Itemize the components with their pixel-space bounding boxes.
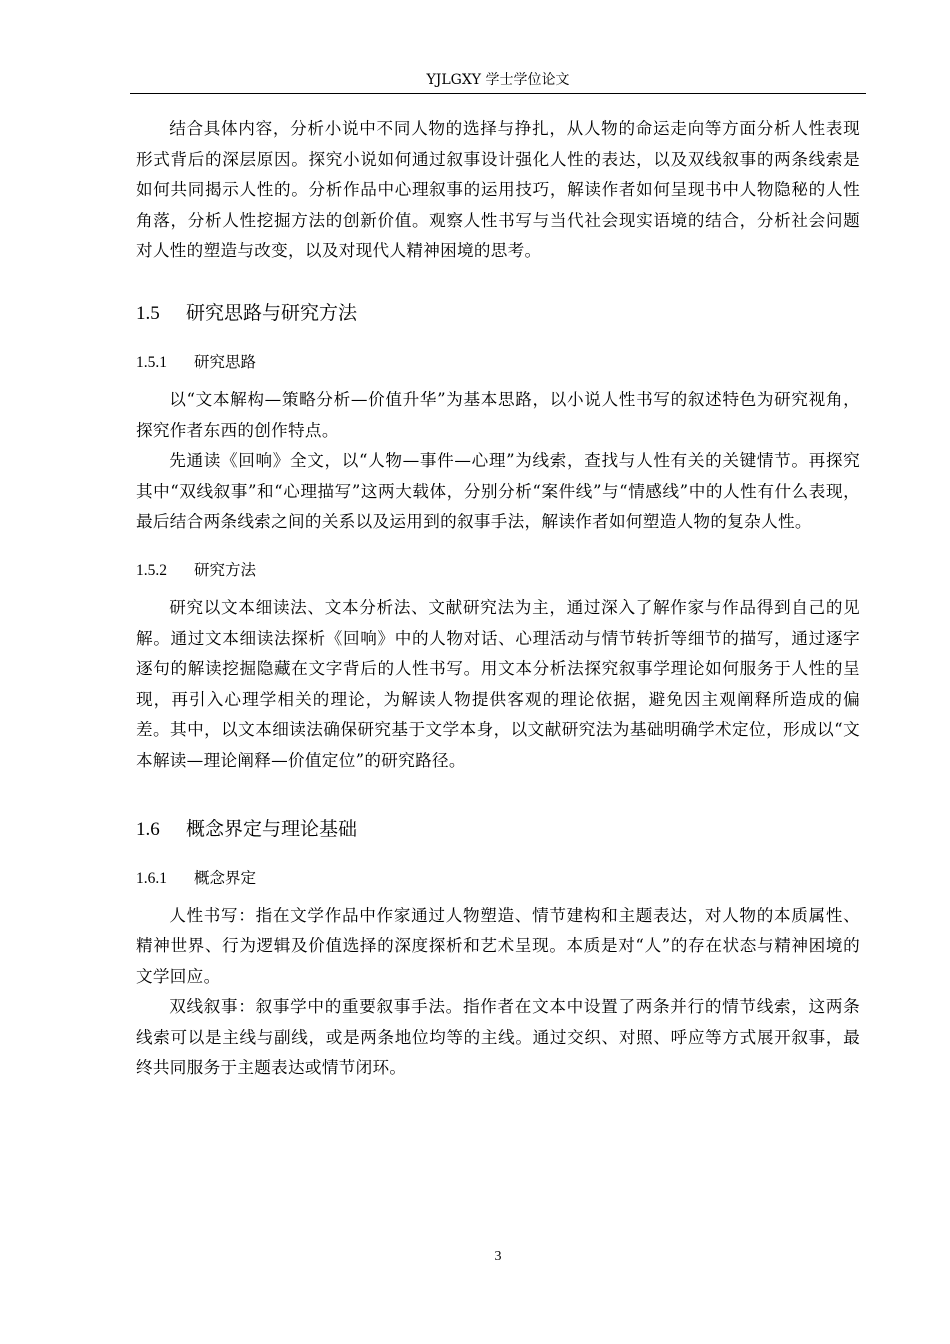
section-number: 1.5 xyxy=(136,302,160,324)
section-heading-1-5 xyxy=(136,299,860,328)
body-paragraph: 研究以文本细读法、文本分析法、文献研究法为主，通过深入了解作家与作品得到自己的见解。通过文本细读法探析《回响》中的人物对话、心理活动与情节转折等细节的描写，通过逐字逐句的解读挖掘隐藏在文字背后的人性书写。用文本分析法探究叙事学理论如何服务于人性的呈现，再引入心理学相关的理论，为解读人物提供客观的理论依据，避免因主观阐释所造成的偏差。其中，以文本细读法确保研究基于文学本身，以文献研究法为基础明确学术定位，形成以“文本解读—理论阐释—价值定位”的研究路径。 xyxy=(136,597,860,770)
subsection-title: 研究思路 xyxy=(194,352,257,371)
body-paragraph: 双线叙事：叙事学中的重要叙事手法。指作者在文本中设置了两条并行的情节线索，这两条线索可以是主线与副线，或是两条地位均等的主线。通过交织、对照、呼应等方式展开叙事，最终共同服务于主题表达或情节闭环。 xyxy=(136,997,860,1078)
page-number: 3 xyxy=(494,1249,502,1264)
header-divider xyxy=(130,93,866,94)
body-paragraph: 先通读《回响》全文，以“人物—事件—心理”为线索，查找与人性有关的关键情节。再探究其中“双线叙事”和“心理描写”这两大载体，分别分析“案件线”与“情感线”中的人性有什么表现，最后结合两条线索之间的关系以及运用到的叙事手法，解读作者如何塑造人物的复杂人性。 xyxy=(136,451,860,532)
subsection-heading-1-6-1 xyxy=(136,866,860,891)
section-title: 概念界定与理论基础 xyxy=(186,817,358,840)
section-heading-1-6 xyxy=(136,815,860,844)
subsection-number: 1.6.1 xyxy=(136,869,167,887)
section-title: 研究思路与研究方法 xyxy=(186,301,358,324)
section-number: 1.6 xyxy=(136,818,160,840)
subsection-title: 研究方法 xyxy=(194,560,257,579)
subsection-title: 概念界定 xyxy=(194,868,257,887)
subsection-number: 1.5.1 xyxy=(136,353,167,371)
subsection-heading-1-5-1 xyxy=(136,350,860,375)
intro-paragraph: 结合具体内容，分析小说中不同人物的选择与挣扎，从人物的命运走向等方面分析人性表现形式背后的深层原因。探究小说如何通过叙事设计强化人性的表达，以及双线叙事的两条线索是如何共同揭示人性的。分析作品中心理叙事的运用技巧，解读作者如何呈现书中人物隐秘的人性角落，分析人性挖掘方法的创新价值。观察人性书写与当代社会现实语境的结合，分析社会问题对人性的塑造与改变，以及对现代人精神困境的思考。 xyxy=(136,119,860,261)
body-paragraph: 以“文本解构—策略分析—价值升华”为基本思路，以小说人性书写的叙述特色为研究视角，探究作者东西的创作特点。 xyxy=(136,389,860,440)
subsection-heading-1-5-2 xyxy=(136,558,860,583)
running-header: YJLGXY 学士学位论文 xyxy=(426,72,570,88)
subsection-number: 1.5.2 xyxy=(136,561,167,579)
page-body xyxy=(136,114,860,1084)
body-paragraph: 人性书写：指在文学作品中作家通过人物塑造、情节建构和主题表达，对人物的本质属性、精神世界、行为逻辑及价值选择的深度探析和艺术呈现。本质是对“人”的存在状态与精神困境的文学回应。 xyxy=(136,905,860,986)
